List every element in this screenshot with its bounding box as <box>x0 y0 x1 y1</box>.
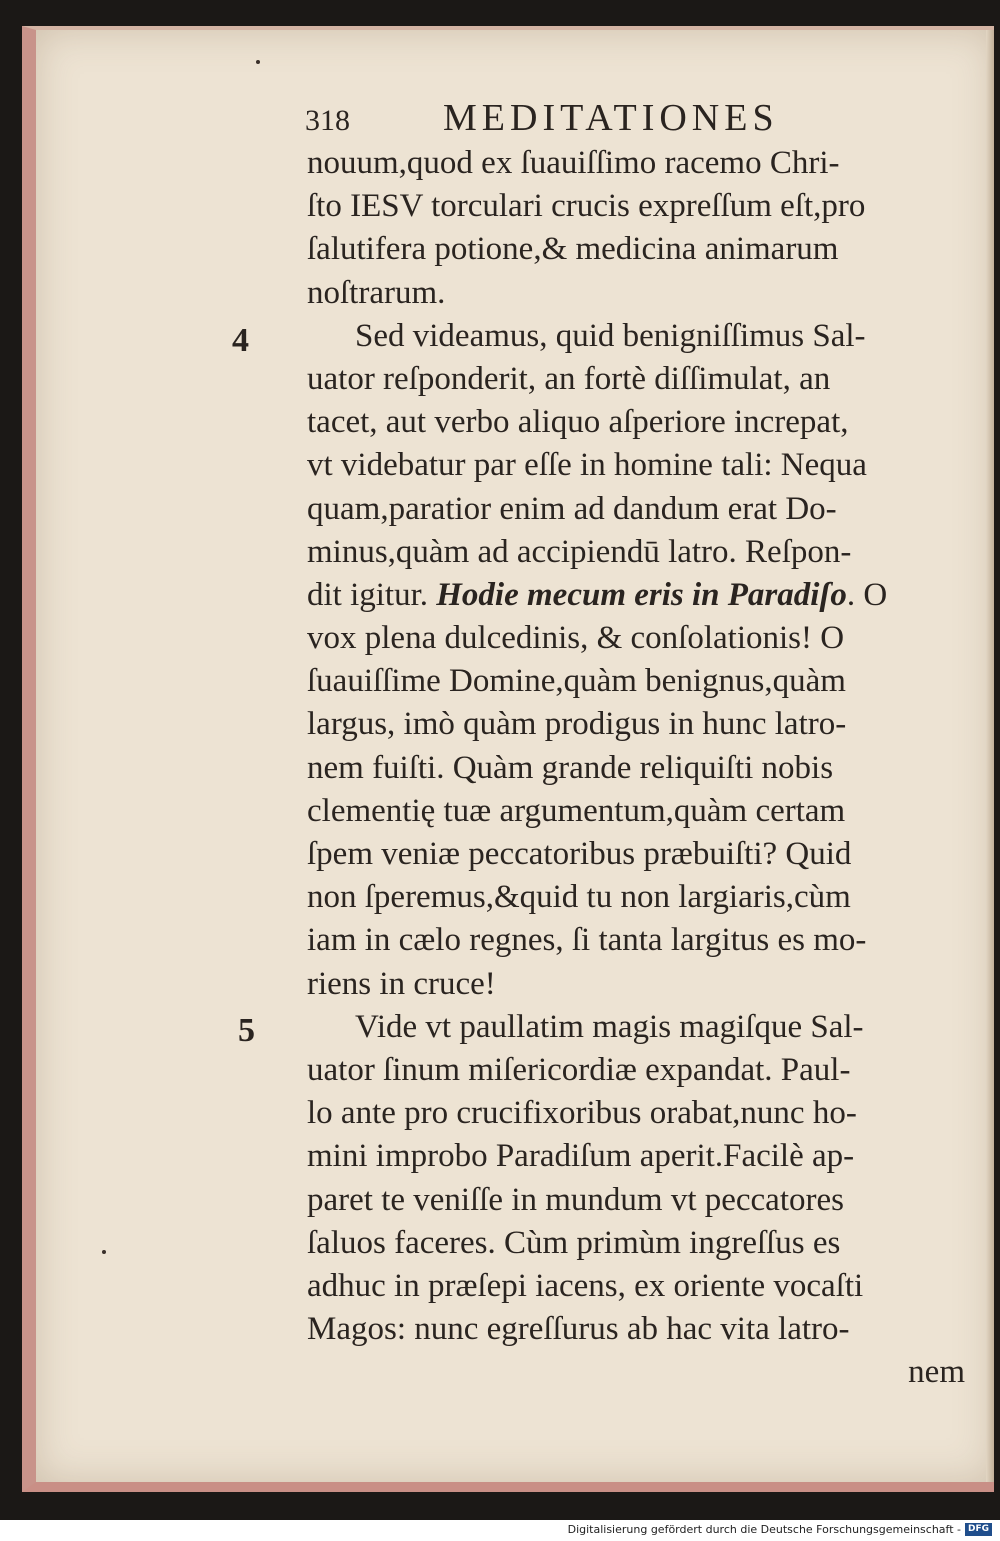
text-line: vt videbatur par eſſe in homine tali: Nequa <box>307 447 867 484</box>
italic-quote: Hodie mecum eris in Paradiſo <box>436 576 847 613</box>
text-line: ſto IESV torculari crucis expreſſum eſt,pro <box>307 188 866 225</box>
text-line: tacet, aut verbo aliquo aſperiore increpat, <box>307 404 849 441</box>
text-line: ſalutifera potione,& medicina animarum <box>307 231 839 268</box>
text-line: lo ante pro crucifixoribus orabat,nunc ho- <box>307 1095 857 1132</box>
text-line: ſpem veniæ peccatoribus præbuiſti? Quid <box>307 836 852 872</box>
margin-number-5: 5 <box>238 1012 255 1049</box>
text-line: clementię tuæ argumentum,quàm certam <box>307 792 846 829</box>
catchword: nem <box>908 1354 965 1391</box>
footer-credit <box>568 1523 992 1536</box>
text-line: Sed videamus, quid benigniſſimus Sal- <box>355 317 866 354</box>
text-line: noſtrarum. <box>307 274 446 311</box>
paper-speck <box>256 60 260 64</box>
text-line: Vide vt paullatim magis magiſque Sal- <box>355 1008 864 1045</box>
text-line: iam in cælo regnes, ſi tanta largitus es mo- <box>307 922 867 959</box>
page-number: 318 <box>305 104 350 137</box>
text-line: uator reſponderit, an fortè diſſimulat, an <box>307 360 831 397</box>
text-line: nem fuiſti. Quàm grande reliquiſti nobis <box>307 749 834 786</box>
text-line: ſuauiſſime Domine,quàm benignus,quàm <box>307 663 846 700</box>
dfg-logo: DFG <box>965 1523 992 1536</box>
text-line: paret te veniſſe in mundum vt peccatores <box>307 1181 844 1218</box>
text-line: quam,paratior enim ad dandum erat Do- <box>307 490 837 527</box>
text-line: minus,quàm ad accipiendū latro. Reſpon- <box>307 533 852 570</box>
margin-number-4: 4 <box>232 322 249 359</box>
running-title: MEDITATIONES <box>443 97 779 139</box>
text-line: non ſperemus,&quid tu non largiaris,cùm <box>307 879 851 916</box>
text-line: Magos: nunc egreſſurus ab hac vita latro- <box>307 1311 850 1348</box>
text-line: largus, imò quàm prodigus in hunc latro- <box>307 706 847 743</box>
page-header <box>305 96 845 144</box>
text-line <box>307 574 971 617</box>
text-line: uator ſinum miſericordiæ expandat. Paul- <box>307 1051 851 1088</box>
body-text <box>307 142 971 1394</box>
paper-speck <box>102 1250 106 1254</box>
text-line: riens in cruce! <box>307 965 496 1002</box>
text-line: vox plena dulcedinis, & conſolationis! O <box>307 620 845 657</box>
text-line: ſaluos faceres. Cùm primùm ingreſſus es <box>307 1224 841 1261</box>
text-line: nouum,quod ex ſuauiſſimo racemo Chri- <box>307 145 840 181</box>
text-line: adhuc in præſepi iacens, ex oriente vocaſti <box>307 1267 864 1304</box>
text-segment: . O <box>846 576 888 613</box>
text-line: mini improbo Paradiſum aperit.Facilè ap- <box>307 1138 855 1175</box>
text-segment: dit igitur. <box>307 576 437 613</box>
footer-text: Digitalisierung gefördert durch die Deutsche Forschungsgemeinschaft - <box>567 1523 961 1536</box>
